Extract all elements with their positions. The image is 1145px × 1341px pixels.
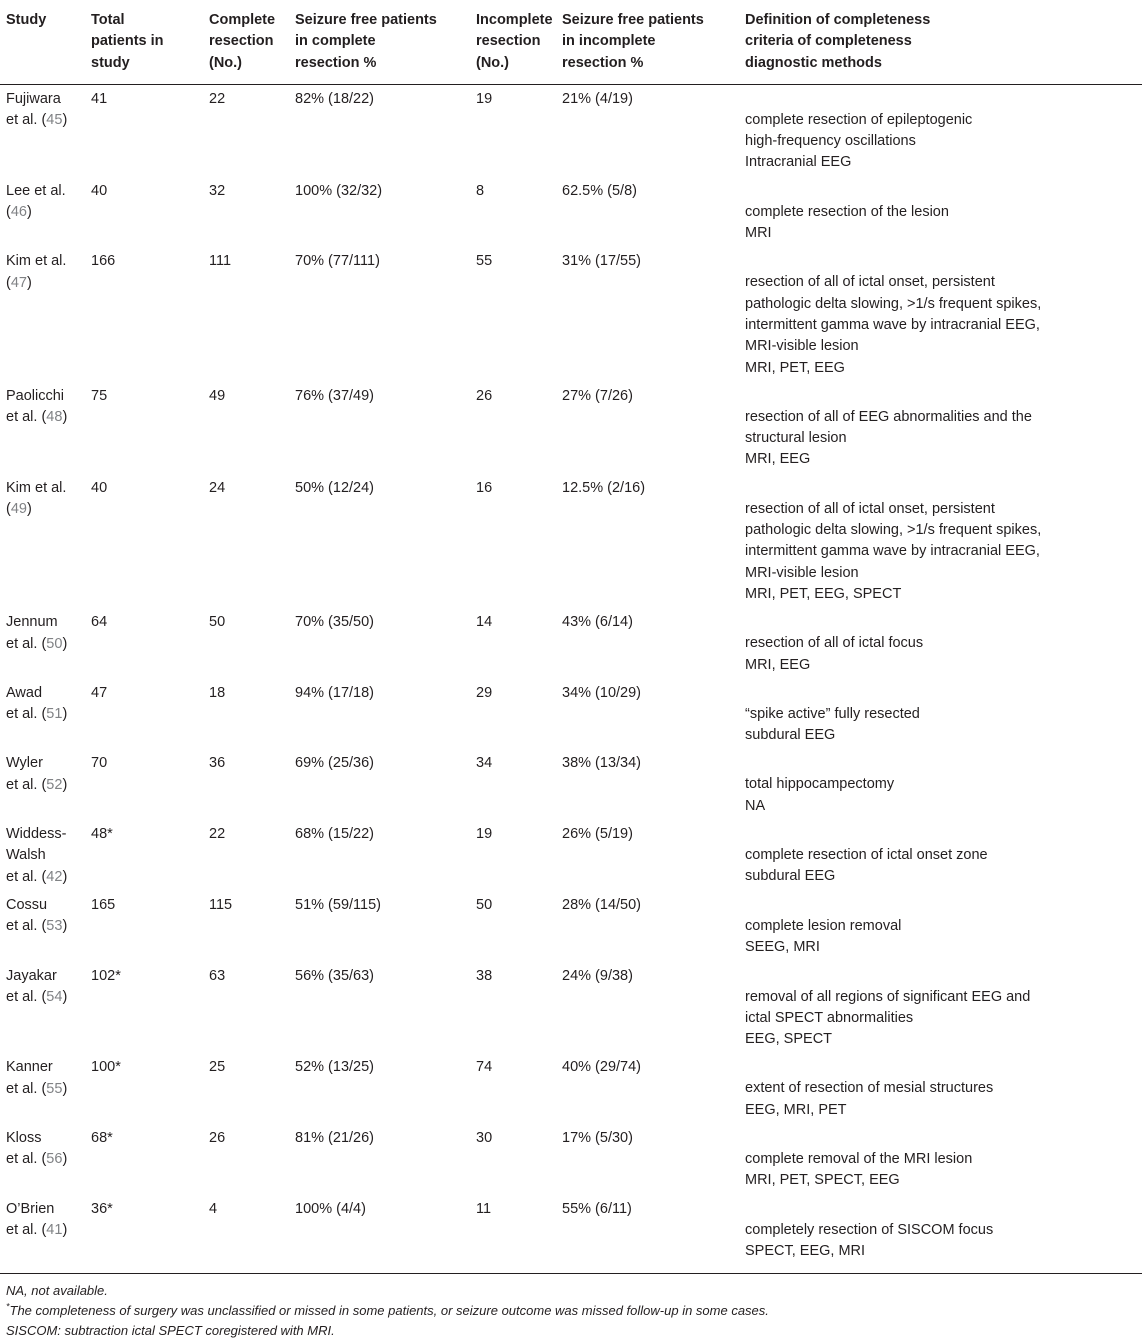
definition-line: removal of all regions of significant EEG and bbox=[745, 988, 1031, 1005]
definition-line: EEG, MRI, PET bbox=[745, 1101, 847, 1118]
cell-complete: 111 bbox=[209, 253, 232, 270]
definition-spacer bbox=[745, 251, 1136, 272]
cell-complete: 49 bbox=[209, 387, 226, 404]
reference-number: 42 bbox=[46, 868, 63, 885]
cell-definition bbox=[739, 961, 1142, 1053]
header-total-patients bbox=[85, 0, 203, 84]
asterisk-mark: * bbox=[6, 1301, 10, 1312]
cell-total: 40 bbox=[91, 479, 108, 496]
header-line: (No.) bbox=[476, 54, 510, 71]
definition-line: high-frequency oscillations bbox=[745, 133, 916, 150]
definition-spacer bbox=[745, 753, 1136, 774]
definition-spacer bbox=[745, 612, 1136, 633]
cell-complete: 22 bbox=[209, 826, 226, 843]
definition-line: MRI, EEG bbox=[745, 656, 811, 673]
definition-line: pathologic delta slowing, >1/s frequent spikes, bbox=[745, 522, 1042, 539]
table-footnotes bbox=[0, 1274, 1145, 1341]
cell-study bbox=[0, 176, 85, 247]
table-row bbox=[0, 473, 1142, 607]
cell-study bbox=[0, 819, 85, 890]
reference-number: 53 bbox=[46, 918, 63, 935]
table-row bbox=[0, 607, 1142, 678]
header-line: Seizure free patients bbox=[295, 12, 437, 28]
study-line: et al. ( bbox=[6, 868, 47, 885]
header-line: resection % bbox=[562, 54, 644, 71]
header-seizure-free-complete bbox=[289, 0, 470, 84]
footnote-na: NA, not available. bbox=[6, 1283, 108, 1299]
study-line: et al. ( bbox=[6, 918, 47, 935]
cell-complete: 50 bbox=[209, 614, 226, 631]
cell-study bbox=[0, 1194, 85, 1274]
cell-incomplete: 29 bbox=[476, 684, 493, 701]
cell-definition bbox=[739, 890, 1142, 961]
cell-seizure-free-incomplete: 24% (9/38) bbox=[562, 967, 633, 984]
cell-total: 36* bbox=[91, 1200, 113, 1217]
header-line: diagnostic methods bbox=[745, 54, 882, 71]
study-citation bbox=[6, 704, 79, 725]
study-citation bbox=[6, 1079, 79, 1100]
definition-line: ictal SPECT abnormalities bbox=[745, 1009, 914, 1026]
cell-study bbox=[0, 84, 85, 175]
definition-line: Intracranial EEG bbox=[745, 154, 852, 171]
study-line: et al. ( bbox=[6, 409, 47, 426]
citation-close: ) bbox=[62, 112, 68, 129]
cell-seizure-free-complete: 82% (18/22) bbox=[295, 90, 374, 107]
cell-seizure-free-complete: 69% (25/36) bbox=[295, 755, 374, 772]
definition-line: complete resection of the lesion bbox=[745, 203, 949, 220]
header-incomplete-resection bbox=[470, 0, 556, 84]
cell-study bbox=[0, 381, 85, 473]
study-citation bbox=[6, 1220, 79, 1241]
study-line: Paolicchi bbox=[6, 387, 65, 404]
cell-seizure-free-incomplete: 12.5% (2/16) bbox=[562, 479, 646, 496]
definition-line: resection of all of EEG abnormalities and the bbox=[745, 408, 1032, 425]
definition-spacer bbox=[745, 1128, 1136, 1149]
header-line: Study bbox=[6, 12, 47, 28]
study-line: Kloss bbox=[6, 1129, 42, 1146]
table-row bbox=[0, 890, 1142, 961]
cell-complete: 115 bbox=[209, 896, 233, 913]
citation-close: ) bbox=[62, 1151, 68, 1168]
definition-line: structural lesion bbox=[745, 430, 847, 447]
footnote-siscom: SISCOM: subtraction ictal SPECT coregistered with MRI. bbox=[6, 1323, 335, 1339]
header-line: Seizure free patients bbox=[562, 12, 704, 28]
table-row bbox=[0, 84, 1142, 175]
definition-spacer bbox=[745, 683, 1136, 704]
definition-line: NA bbox=[745, 797, 766, 814]
definition-spacer bbox=[745, 386, 1136, 407]
study-line: ( bbox=[6, 501, 11, 518]
cell-study bbox=[0, 890, 85, 961]
cell-incomplete: 8 bbox=[476, 182, 485, 199]
cell-incomplete: 26 bbox=[476, 387, 493, 404]
definition-line: MRI, PET, EEG, SPECT bbox=[745, 585, 902, 602]
cell-total: 165 bbox=[91, 896, 116, 913]
header-line: criteria of completeness bbox=[745, 33, 912, 50]
study-line: Kanner bbox=[6, 1059, 53, 1076]
cell-definition bbox=[739, 1123, 1142, 1194]
study-citation bbox=[6, 916, 79, 937]
citation-close: ) bbox=[62, 776, 68, 793]
cell-incomplete: 30 bbox=[476, 1129, 493, 1146]
definition-line: resection of all of ictal onset, persistent bbox=[745, 500, 995, 517]
cell-complete: 4 bbox=[209, 1200, 218, 1217]
header-study bbox=[0, 0, 85, 84]
cell-seizure-free-incomplete: 40% (29/74) bbox=[562, 1059, 641, 1076]
cell-total: 75 bbox=[91, 387, 108, 404]
table-body bbox=[0, 84, 1142, 1273]
header-line: in complete bbox=[295, 33, 376, 50]
definition-spacer bbox=[745, 478, 1136, 499]
cell-study bbox=[0, 1052, 85, 1123]
cell-complete: 26 bbox=[209, 1129, 226, 1146]
study-line: Lee et al. bbox=[6, 182, 66, 199]
cell-complete: 24 bbox=[209, 479, 226, 496]
cell-seizure-free-incomplete: 28% (14/50) bbox=[562, 896, 641, 913]
cell-definition bbox=[739, 176, 1142, 247]
cell-seizure-free-complete: 70% (35/50) bbox=[295, 614, 374, 631]
cell-definition bbox=[739, 819, 1142, 890]
header-line: Incomplete bbox=[476, 12, 553, 28]
header-line: in incomplete bbox=[562, 33, 656, 50]
cell-study bbox=[0, 473, 85, 607]
definition-line: resection of all of ictal focus bbox=[745, 635, 924, 652]
study-line: Kim et al. bbox=[6, 253, 67, 270]
definition-line: intermittent gamma wave by intracranial EEG, bbox=[745, 543, 1040, 560]
reference-number: 55 bbox=[46, 1080, 63, 1097]
cell-seizure-free-incomplete: 38% (13/34) bbox=[562, 755, 641, 772]
definition-spacer bbox=[745, 181, 1136, 202]
citation-close: ) bbox=[26, 274, 32, 291]
header-line: Complete bbox=[209, 12, 276, 28]
table-row bbox=[0, 819, 1142, 890]
study-line: et al. ( bbox=[6, 776, 47, 793]
definition-line: complete lesion removal bbox=[745, 917, 902, 934]
citation-close: ) bbox=[62, 635, 68, 652]
study-citation bbox=[6, 407, 79, 428]
reference-number: 54 bbox=[46, 988, 63, 1005]
header-complete-resection bbox=[203, 0, 289, 84]
cell-seizure-free-incomplete: 26% (5/19) bbox=[562, 826, 633, 843]
cell-study bbox=[0, 678, 85, 749]
definition-line: complete resection of ictal onset zone bbox=[745, 847, 988, 864]
header-line: study bbox=[91, 54, 130, 71]
reference-number: 56 bbox=[46, 1151, 63, 1168]
study-line: et al. ( bbox=[6, 706, 47, 723]
definition-line: resection of all of ictal onset, persistent bbox=[745, 274, 995, 291]
cell-definition bbox=[739, 607, 1142, 678]
study-citation bbox=[6, 499, 79, 520]
cell-incomplete: 55 bbox=[476, 253, 493, 270]
definition-line: MRI bbox=[745, 225, 772, 242]
cell-definition bbox=[739, 748, 1142, 819]
cell-definition bbox=[739, 246, 1142, 380]
reference-number: 46 bbox=[10, 204, 27, 221]
cell-study bbox=[0, 246, 85, 380]
table-row bbox=[0, 176, 1142, 247]
cell-total: 64 bbox=[91, 614, 108, 631]
cell-total: 48* bbox=[91, 826, 113, 843]
definition-line: subdural EEG bbox=[745, 868, 836, 885]
reference-number: 45 bbox=[46, 112, 63, 129]
header-line: resection bbox=[476, 33, 541, 50]
header-seizure-free-incomplete bbox=[556, 0, 739, 84]
citation-close: ) bbox=[62, 706, 68, 723]
cell-seizure-free-incomplete: 17% (5/30) bbox=[562, 1129, 633, 1146]
cell-total: 41 bbox=[91, 90, 108, 107]
definition-line: “spike active” fully resected bbox=[745, 705, 920, 722]
header-line: Definition of completeness bbox=[745, 12, 931, 28]
cell-seizure-free-incomplete: 34% (10/29) bbox=[562, 684, 641, 701]
study-line: ( bbox=[6, 204, 11, 221]
cell-complete: 32 bbox=[209, 182, 226, 199]
definition-spacer bbox=[745, 895, 1136, 916]
cell-total: 102* bbox=[91, 967, 121, 984]
header-line: resection % bbox=[295, 54, 377, 71]
definition-line: SPECT, EEG, MRI bbox=[745, 1242, 866, 1259]
cell-incomplete: 16 bbox=[476, 479, 493, 496]
definition-line: SEEG, MRI bbox=[745, 939, 820, 956]
study-line: et al. ( bbox=[6, 112, 47, 129]
definition-line: total hippocampectomy bbox=[745, 776, 895, 793]
definition-spacer bbox=[745, 824, 1136, 845]
footnote-asterisk bbox=[6, 1301, 1145, 1321]
reference-number: 51 bbox=[46, 706, 63, 723]
study-line: Jayakar bbox=[6, 967, 57, 984]
study-line: O’Brien bbox=[6, 1200, 55, 1217]
reference-number: 52 bbox=[46, 776, 63, 793]
study-line: Kim et al. bbox=[6, 479, 67, 496]
definition-line: MRI, PET, SPECT, EEG bbox=[745, 1172, 900, 1189]
definition-spacer bbox=[745, 89, 1136, 110]
cell-seizure-free-incomplete: 55% (6/11) bbox=[562, 1200, 632, 1217]
study-citation bbox=[6, 775, 79, 796]
reference-number: 48 bbox=[46, 409, 63, 426]
citation-close: ) bbox=[62, 988, 68, 1005]
cell-complete: 36 bbox=[209, 755, 226, 772]
cell-definition bbox=[739, 1052, 1142, 1123]
study-line: Wyler bbox=[6, 755, 43, 772]
definition-spacer bbox=[745, 1057, 1136, 1078]
cell-seizure-free-complete: 50% (12/24) bbox=[295, 479, 374, 496]
cell-seizure-free-complete: 94% (17/18) bbox=[295, 684, 374, 701]
cell-complete: 18 bbox=[209, 684, 226, 701]
definition-line: intermittent gamma wave by intracranial EEG, bbox=[745, 316, 1040, 333]
study-line: Cossu bbox=[6, 896, 48, 913]
cell-study bbox=[0, 607, 85, 678]
reference-number: 49 bbox=[10, 501, 27, 518]
study-line: ( bbox=[6, 274, 11, 291]
cell-incomplete: 19 bbox=[476, 826, 493, 843]
cell-seizure-free-incomplete: 62.5% (5/8) bbox=[562, 182, 637, 199]
definition-line: subdural EEG bbox=[745, 727, 836, 744]
reference-number: 41 bbox=[46, 1221, 63, 1238]
cell-incomplete: 14 bbox=[476, 614, 493, 631]
study-line: et al. ( bbox=[6, 635, 47, 652]
cell-complete: 63 bbox=[209, 967, 226, 984]
cell-incomplete: 11 bbox=[476, 1200, 492, 1217]
definition-line: pathologic delta slowing, >1/s frequent spikes, bbox=[745, 295, 1042, 312]
table-header-row bbox=[0, 0, 1142, 84]
header-line: patients in bbox=[91, 33, 164, 50]
study-line: Widdess- bbox=[6, 826, 67, 843]
cell-seizure-free-complete: 56% (35/63) bbox=[295, 967, 374, 984]
study-line: et al. ( bbox=[6, 1080, 47, 1097]
cell-total: 40 bbox=[91, 182, 108, 199]
header-line: (No.) bbox=[209, 54, 243, 71]
table-row bbox=[0, 1123, 1142, 1194]
definition-line: MRI, EEG bbox=[745, 451, 811, 468]
reference-number: 47 bbox=[10, 274, 27, 291]
definition-spacer bbox=[745, 1199, 1136, 1220]
table-row bbox=[0, 748, 1142, 819]
cell-complete: 22 bbox=[209, 90, 226, 107]
study-citation bbox=[6, 202, 79, 223]
table-row bbox=[0, 961, 1142, 1053]
cell-study bbox=[0, 748, 85, 819]
cell-seizure-free-complete: 52% (13/25) bbox=[295, 1059, 374, 1076]
cell-seizure-free-complete: 100% (32/32) bbox=[295, 182, 383, 199]
study-line: et al. ( bbox=[6, 1221, 47, 1238]
study-line: Jennum bbox=[6, 614, 58, 631]
header-line: resection bbox=[209, 33, 274, 50]
study-citation bbox=[6, 987, 79, 1008]
study-line: et al. ( bbox=[6, 988, 47, 1005]
header-line: Total bbox=[91, 12, 125, 28]
header-definition bbox=[739, 0, 1142, 84]
study-line: Fujiwara bbox=[6, 90, 61, 107]
cell-incomplete: 34 bbox=[476, 755, 493, 772]
table-row bbox=[0, 246, 1142, 380]
cell-definition bbox=[739, 84, 1142, 175]
cell-seizure-free-incomplete: 43% (6/14) bbox=[562, 614, 633, 631]
study-citation bbox=[6, 867, 79, 888]
cell-seizure-free-complete: 70% (77/111) bbox=[295, 253, 380, 270]
reference-number: 50 bbox=[46, 635, 63, 652]
cell-incomplete: 74 bbox=[476, 1059, 493, 1076]
study-line: Walsh bbox=[6, 847, 46, 864]
cell-incomplete: 19 bbox=[476, 90, 493, 107]
citation-close: ) bbox=[62, 918, 68, 935]
cell-total: 68* bbox=[91, 1129, 113, 1146]
citation-close: ) bbox=[62, 1080, 68, 1097]
definition-line: extent of resection of mesial structures bbox=[745, 1080, 994, 1097]
definition-line: EEG, SPECT bbox=[745, 1031, 833, 1048]
definition-line: complete resection of epileptogenic bbox=[745, 111, 973, 128]
citation-close: ) bbox=[26, 204, 32, 221]
cell-definition bbox=[739, 381, 1142, 473]
study-citation bbox=[6, 273, 79, 294]
cell-seizure-free-complete: 81% (21/26) bbox=[295, 1129, 374, 1146]
definition-spacer bbox=[745, 966, 1136, 987]
study-citation bbox=[6, 1149, 79, 1170]
citation-close: ) bbox=[62, 409, 68, 426]
citation-close: ) bbox=[26, 501, 32, 518]
study-citation bbox=[6, 634, 79, 655]
cell-study bbox=[0, 1123, 85, 1194]
table-row bbox=[0, 1052, 1142, 1123]
definition-line: MRI-visible lesion bbox=[745, 564, 859, 581]
cell-seizure-free-complete: 51% (59/115) bbox=[295, 896, 381, 913]
cell-incomplete: 38 bbox=[476, 967, 493, 984]
cell-seizure-free-complete: 68% (15/22) bbox=[295, 826, 374, 843]
cell-seizure-free-complete: 100% (4/4) bbox=[295, 1200, 366, 1217]
cell-total: 47 bbox=[91, 684, 108, 701]
cell-total: 70 bbox=[91, 755, 108, 772]
citation-close: ) bbox=[62, 868, 68, 885]
table-row bbox=[0, 678, 1142, 749]
cell-study bbox=[0, 961, 85, 1053]
definition-line: MRI, PET, EEG bbox=[745, 359, 845, 376]
cell-seizure-free-incomplete: 27% (7/26) bbox=[562, 387, 633, 404]
cell-seizure-free-incomplete: 31% (17/55) bbox=[562, 253, 641, 270]
study-line: et al. ( bbox=[6, 1151, 47, 1168]
footnote-asterisk-text: The completeness of surgery was unclassified or missed in some patients, or seizure outcome was missed follow-up in some cases. bbox=[9, 1303, 769, 1319]
citation-close: ) bbox=[62, 1221, 68, 1238]
study-line: Awad bbox=[6, 684, 43, 701]
definition-line: complete removal of the MRI lesion bbox=[745, 1150, 973, 1167]
cell-incomplete: 50 bbox=[476, 896, 493, 913]
cell-total: 100* bbox=[91, 1059, 121, 1076]
cell-complete: 25 bbox=[209, 1059, 226, 1076]
definition-line: MRI-visible lesion bbox=[745, 338, 859, 355]
cell-seizure-free-incomplete: 21% (4/19) bbox=[562, 90, 633, 107]
cell-definition bbox=[739, 473, 1142, 607]
study-citation bbox=[6, 110, 79, 131]
cell-definition bbox=[739, 1194, 1142, 1274]
table-row bbox=[0, 1194, 1142, 1274]
cell-definition bbox=[739, 678, 1142, 749]
cell-total: 166 bbox=[91, 253, 116, 270]
definition-line: completely resection of SISCOM focus bbox=[745, 1221, 994, 1238]
table-row bbox=[0, 381, 1142, 473]
cell-seizure-free-complete: 76% (37/49) bbox=[295, 387, 374, 404]
